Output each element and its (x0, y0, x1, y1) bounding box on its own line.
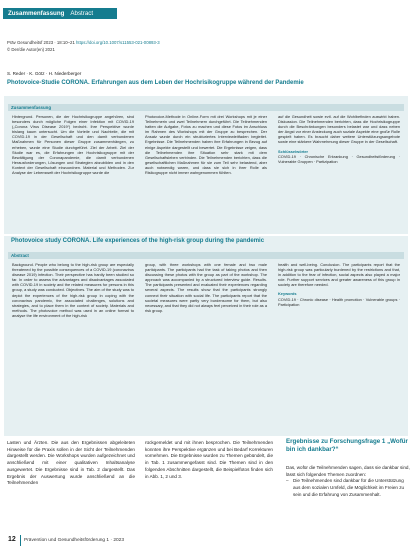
abstract-german-box (4, 96, 408, 234)
abstract-english-col3 (278, 262, 400, 307)
results-list-item: – Die Teilnehmenden sind dankbar für die Unterstützung aus dem sozialen Umfeld, die Möglichkeit im Freien zu sein und die Erfahrung von Zusammenhalt. (286, 478, 410, 498)
keywords-german: COVID-19 · Chronische Erkrankung · Gesundheitsförderung · Vulnerable Gruppen · Partizipation (278, 153, 400, 164)
results-intro: Das, wofür die Teilnehmenden sagen, dass sie dankbar sind, lässt sich folgenden Themen zuordnen: (286, 465, 410, 477)
abstract-german-col1: Hintergrund. Personen, die der Hochrisikogruppe angehören, sind besonders durch mögliche Folgen einer Infektion mit COVID-19 („Corona Virus Disease 2019“) bedroht. Ihre Perspektive wurde bislang kaum untersucht. Um die Vorteile und Nachteile, die mit COVID-19 in der Gesellschaft und den damit verbundenen Maßnahmen für Personen dieser Gruppe zusammenhängen, zu erheben, wurde eine Studie durchgeführt. Ziel der Arbeit. Ziel der Studie war es, die Erfahrungen der Hochrisikogruppe mit der Bewältigung der Coronapandemie, die damit verbundenen Herausforderungen, Lösungen und Strategien abzubilden und in den Kontext der Gesellschaft einzuordnen. Material und Methoden. Zur Analyse der Lebenswelt der Hochrisikogruppe wurde die (12, 114, 134, 176)
abstract-german-heading: Zusammenfassung (8, 104, 404, 111)
page-number: 12 (8, 536, 16, 543)
keywords-english-heading: Keywords (278, 291, 297, 297)
body-column-1: Lasten und Ärzten. Die aus den Ergebnissen abgeleiteten Hinweise für die Praxis sollen in der Sicht der Teilnehmenden dargestellt werden. Die Workshops wurden aufgezeichnet und anschließend mit einer qualitativen Inhaltsanalyse ausgewertet. Die Ergebnisse sind in Tab. 2 dargestellt. Das Ergebnis der Auswertung wurde anschließend an die Teilnehmenden (7, 440, 135, 486)
abstract-english-col2: group, with three workshops with one female and two male participants. The participants had the task of taking photos and then discussing these photos with the group as part of the workshop. The approach was accompanied by a structured interview guide. Results. The participants presented and evaluated their experiences regarding several aspects. The results show that the participants strongly connect their situation with social life. The participants report that the societal measures were partly very burdensome for them, but also necessary, and that they did not always feel perceived in their role as a risk group. (145, 262, 267, 313)
abstract-english-col3-text: health and well-being. Conclusion. The participants report that the high-risk group was particularly burdened by the restrictions and that, in addition to the fear of infection, social aspects also played a major role. Further support services and greater awareness of this group in society are therefore needed. (278, 262, 400, 288)
abstract-german-col3-text: auf die Gesundheit sowie evtl. auf die Wohlbefinden auswirkt haben. Diskussion. Die Teilnehmenden berichten, dass die Hochrisikogruppe durch die Beschränkungen besonders belastet war und dass neben der Angst vor einer Ansteckung auch soziale Aspekte eine große Rolle gespielt haben. Es braucht daher weitere Unterstützungsangebote sowie eine stärkere Wahrnehmung dieser Gruppe in der Gesellschaft. (278, 114, 400, 145)
results-list (286, 478, 410, 498)
section-tab (3, 8, 117, 19)
journal-name: Prävention und Gesundheitsförderung 1 · 2023 (24, 538, 125, 543)
footer-divider (20, 535, 21, 546)
citation-text: Präv Gesundheitsf 2023 · 18:10–21 (7, 40, 75, 45)
copyright-line: © Der/die Autor(en) 2021 (7, 47, 55, 52)
abstract-english-box (4, 236, 408, 436)
abstract-german-col2: Photovoice-Methode in Online-Form mit drei Workshops mit je einer Teilnehmerin und zwei Teilnehmern durchgeführt. Die Teilnehmenden hatten die Aufgabe, Fotos zu machen und diese Fotos im Anschluss im Rahmen des Workshops mit der Gruppe zu besprechen. Der Ansatz wurde durch ein strukturiertes Interviewleitfaden begleitet. Ergebnisse. Die Teilnehmenden haben ihre Erfahrungen in Bezug auf einige Aspekte dargestellt und bewertet. Die Ergebnisse zeigen, dass die Teilnehmenden ihre Situation sehr stark mit dem Gesellschaftsleben verbinden. Die Teilnehmenden berichten, dass die gesellschaftlichen Maßnahmen für sie zum Teil sehr belastend, aber auch notwendig waren, und dass sie sich in ihrer Rolle als Risikogruppe nicht immer wahrgenommen fühlten. (145, 114, 267, 176)
keywords-german-heading: Schlüsselwörter (278, 148, 309, 154)
keywords-english: COVID-19 · Chronic disease · Health promotion · Vulnerable groups · Participation (278, 296, 400, 307)
page-footer (0, 534, 413, 548)
abstract-english-heading: Abstract (8, 252, 404, 259)
results-text (286, 465, 410, 499)
results-heading: Ergebnisse zu Forschungsfrage 1 „Wofür bin ich dankbar?“ (286, 438, 408, 453)
abstract-german-col3 (278, 114, 400, 164)
section-tab-label: Zusammenfassung (8, 10, 65, 17)
authors: S. Reder · K. Götz · H. Niederberger (7, 71, 82, 76)
title-german: Photovoice-Studie CORONA. Erfahrungen aus dem Leben der Hochrisikogruppe während der Pandemie (7, 80, 304, 86)
abstract-english-col1: Background. People who belong to the high-risk group are especially threatened by the possible consequences of a COVID-19 (coronavirus disease 2019) infection. Their perspective has hardly been studied so far. In order to assess the advantages and disadvantages associated with COVID-19 in society and the related measures for persons in this group, a study was conducted. Objectives. The aim of the study was to depict the experiences of the high-risk group in coping with the coronavirus pandemic, the associated challenges, solutions and strategies, and to place them in the context of society. Materials and methods. The photovoice method was used in an online format to analyse the life environment of the high-risk (12, 262, 134, 318)
section-tab-sub: Abstract (70, 10, 94, 17)
title-english: Photovoice study CORONA. Life experiences of the high-risk group during the pandemic (11, 238, 265, 244)
doi-link[interactable]: https://doi.org/10.1007/s11553-021-00893-3 (76, 40, 160, 45)
citation-line (7, 40, 160, 46)
body-column-2: rückgemeldet und mit ihnen besprochen. Die Teilnehmenden konnten ihre Perspektive ergänzen und bei Bedarf Korrekturen vornehmen. Die Ergebnisse wurden zu Themen gebündelt, die in Tab. 1 zusammengefasst sind. Die Themen sind in den folgenden Abschnitten dargestellt, die Beispielfotos finden sich in Abb. 1, 2 und 3. (145, 440, 273, 479)
